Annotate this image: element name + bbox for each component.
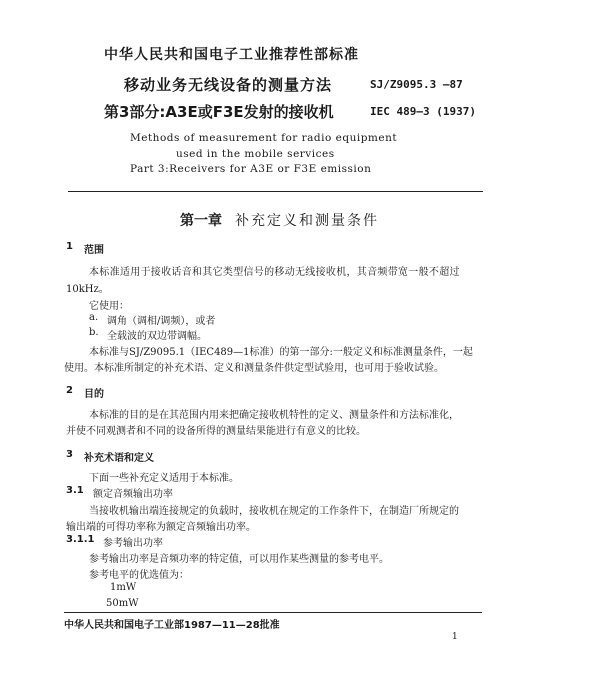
section-2-number: 2 <box>66 385 73 396</box>
title-line-2: 第3部分:A3E或F3E发射的接收机 <box>104 103 334 121</box>
section-3-1-title: 额定音频输出功率 <box>93 489 173 500</box>
section-1-paragraph-3a: 本标准与SJ/Z9095.1（IEC489—1标准）的第一部分:一般定义和标准测量条件，一起 <box>89 347 473 358</box>
preferred-value-1: 1mW <box>110 582 137 593</box>
section-3-title: 补充术语和定义 <box>84 453 154 464</box>
title-line-1: 移动业务无线设备的测量方法 <box>124 76 333 94</box>
preferred-value-2: 50mW <box>106 598 139 609</box>
section-3-1-1-paragraph-1: 参考输出功率是音频功率的特定值，可以用作某些测量的参考电平。 <box>89 554 389 565</box>
section-3-paragraph-1: 下面一些补充定义适用于本标准。 <box>89 473 239 484</box>
section-3-1-paragraph-1a: 当接收机输出端连接规定的负载时，接收机在规定的工作条件下，在制造厂所规定的 <box>89 506 459 517</box>
chapter-number: 第一章 <box>180 213 222 229</box>
section-3-1-1-number: 3.1.1 <box>66 534 95 545</box>
english-title-line-2: used in the mobile services <box>176 148 335 160</box>
section-3-1-number: 3.1 <box>66 485 84 496</box>
org-line: 中华人民共和国电子工业推荐性部标准 <box>104 47 359 63</box>
standard-number: SJ/Z9095.3 —87 <box>370 78 463 91</box>
section-3-number: 3 <box>66 449 73 460</box>
item-a-label: a. <box>89 312 99 323</box>
english-title-line-3: Part 3:Receivers for A3E or F3E emission <box>130 163 372 175</box>
section-1-paragraph-1b: 10kHz。 <box>66 284 109 295</box>
section-1-number: 1 <box>66 241 73 252</box>
english-title-line-1: Methods of measurement for radio equipment <box>130 132 398 144</box>
header-rule <box>68 191 483 192</box>
section-2-title: 目的 <box>84 389 104 400</box>
section-3-1-1-title: 参考输出功率 <box>103 538 163 549</box>
section-2-paragraph-1a: 本标准的目的是在其范围内用来把确定接收机特性的定义、测量条件和方法标准化， <box>89 410 459 421</box>
item-b-label: b. <box>89 327 99 338</box>
item-b-text: 全载波的双边带调幅。 <box>107 331 207 342</box>
page-number: 1 <box>452 632 458 642</box>
iec-reference: IEC 489—3 (1937) <box>370 105 476 118</box>
footer-rule <box>64 612 482 613</box>
section-3-1-paragraph-1b: 输出端的可得功率称为额定音频输出功率。 <box>66 522 256 533</box>
item-a-text: 调角（调相/调频），或者 <box>107 316 216 327</box>
section-1-title: 范围 <box>84 245 104 256</box>
chapter-title: 补充定义和测量条件 <box>235 213 379 229</box>
approval-line: 中华人民共和国电子工业部1987—11—28批准 <box>64 620 280 631</box>
section-1-paragraph-3b: 使用。本标准所制定的补充术语、定义和测量条件供定型试验用，也可用于验收试验。 <box>64 363 444 374</box>
section-1-paragraph-2: 它使用： <box>89 301 129 312</box>
section-1-paragraph-1a: 本标准适用于接收话音和其它类型信号的移动无线接收机，其音频带宽一般不超过 <box>89 267 460 278</box>
section-3-1-1-paragraph-2: 参考电平的优选值为： <box>89 570 189 581</box>
section-2-paragraph-1b: 并使不同观测者和不同的设备所得的测量结果能进行有意义的比较。 <box>66 426 366 437</box>
